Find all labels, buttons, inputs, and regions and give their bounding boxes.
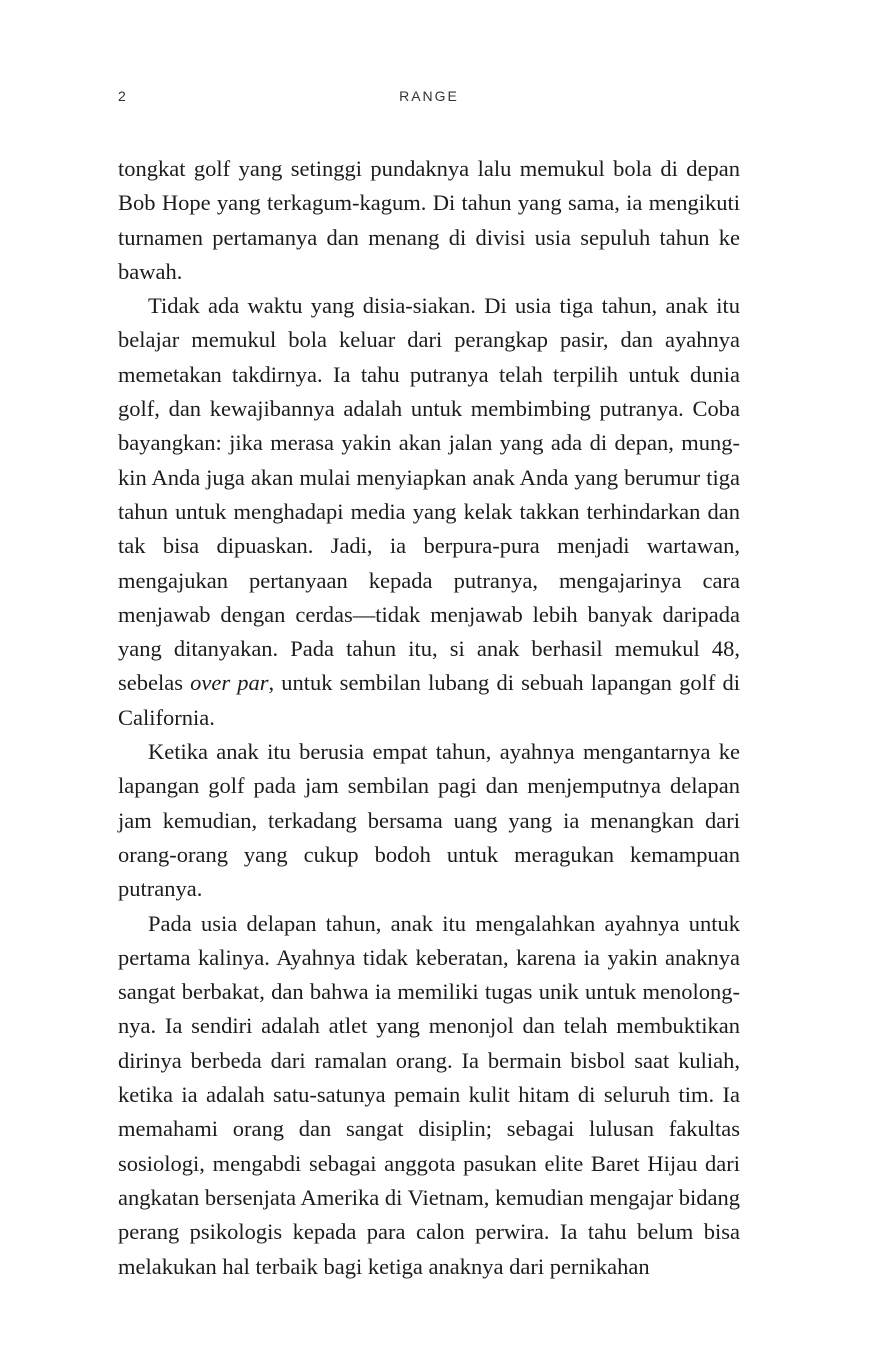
paragraph: Ketika anak itu berusia empat tahun, ayahnya mengantarnya ke lapangan golf pada jam sembilan pagi dan menjemputnya delapan jam kemudian, terkadang bersama uang yang ia menangkan dari orang-orang yang cukup bodoh untuk meragukan kemampuan putranya. — [118, 739, 740, 902]
paragraph-text: , untuk sembilan lubang di sebuah lapangan golf di California. — [118, 670, 740, 730]
paragraph: Pada usia delapan tahun, anak itu mengalahkan ayahnya untuk pertama kalinya. Ayahnya tidak keberatan, karena ia yakin anaknya sangat berbakat, dan bahwa ia memiliki tugas unik untuk menolongnya. Ia sendiri adalah atlet yang menonjol dan telah membuktikan dirinya berbeda dari ramalan orang. Ia bermain bisbol saat kuliah, ketika ia adalah satu-satunya pemain kulit hitam di seluruh tim. Ia memahami orang dan sangat disiplin; sebagai lulusan fakultas sosiologi, mengabdi sebagai anggota pasukan elite Baret Hijau dari angkatan bersenjata Amerika di Vietnam, kemudian mengajar bidang perang psikologis kepada para calon perwira. Ia tahu belum bisa melakukan hal terbaik bagi ketiga anaknya dari pernikahan — [118, 910, 740, 1279]
italic-phrase: over par — [190, 670, 269, 696]
page-number: 2 — [118, 88, 126, 104]
body-text — [118, 152, 740, 1284]
paragraph: tongkat golf yang setinggi pundaknya lalu memukul bola di depan Bob Hope yang terkagum-kagum. Di tahun yang sama, ia mengikuti turnamen pertamanya dan menang di divisi usia sepuluh tahun ke bawah. — [118, 156, 740, 284]
paragraph-text: Tidak ada waktu yang disia-siakan. Di usia tiga tahun, anak itu belajar memukul bola keluar dari perangkap pasir, dan ayahnya memetakan takdirnya. Ia tahu putranya telah terpilih untuk dunia golf, dan kewajibannya adalah untuk membimbing putranya. Coba bayangkan: jika merasa yakin akan jalan yang ada di depan, mungkin Anda juga akan mulai menyiapkan anak Anda yang berumur tiga tahun untuk menghadapi media yang kelak takkan terhindarkan dan tak bisa dipuaskan. Jadi, ia berpura-pura menjadi wartawan, mengajukan pertanyaan kepada putranya, mengajarinya cara menjawab dengan cerdas—tidak menjawab lebih banyak daripada yang ditanyakan. Pada tahun itu, si anak berhasil memukul 48, sebelas — [118, 293, 740, 696]
page-header — [118, 88, 740, 110]
running-title: RANGE — [399, 88, 459, 104]
paragraph — [118, 289, 740, 735]
